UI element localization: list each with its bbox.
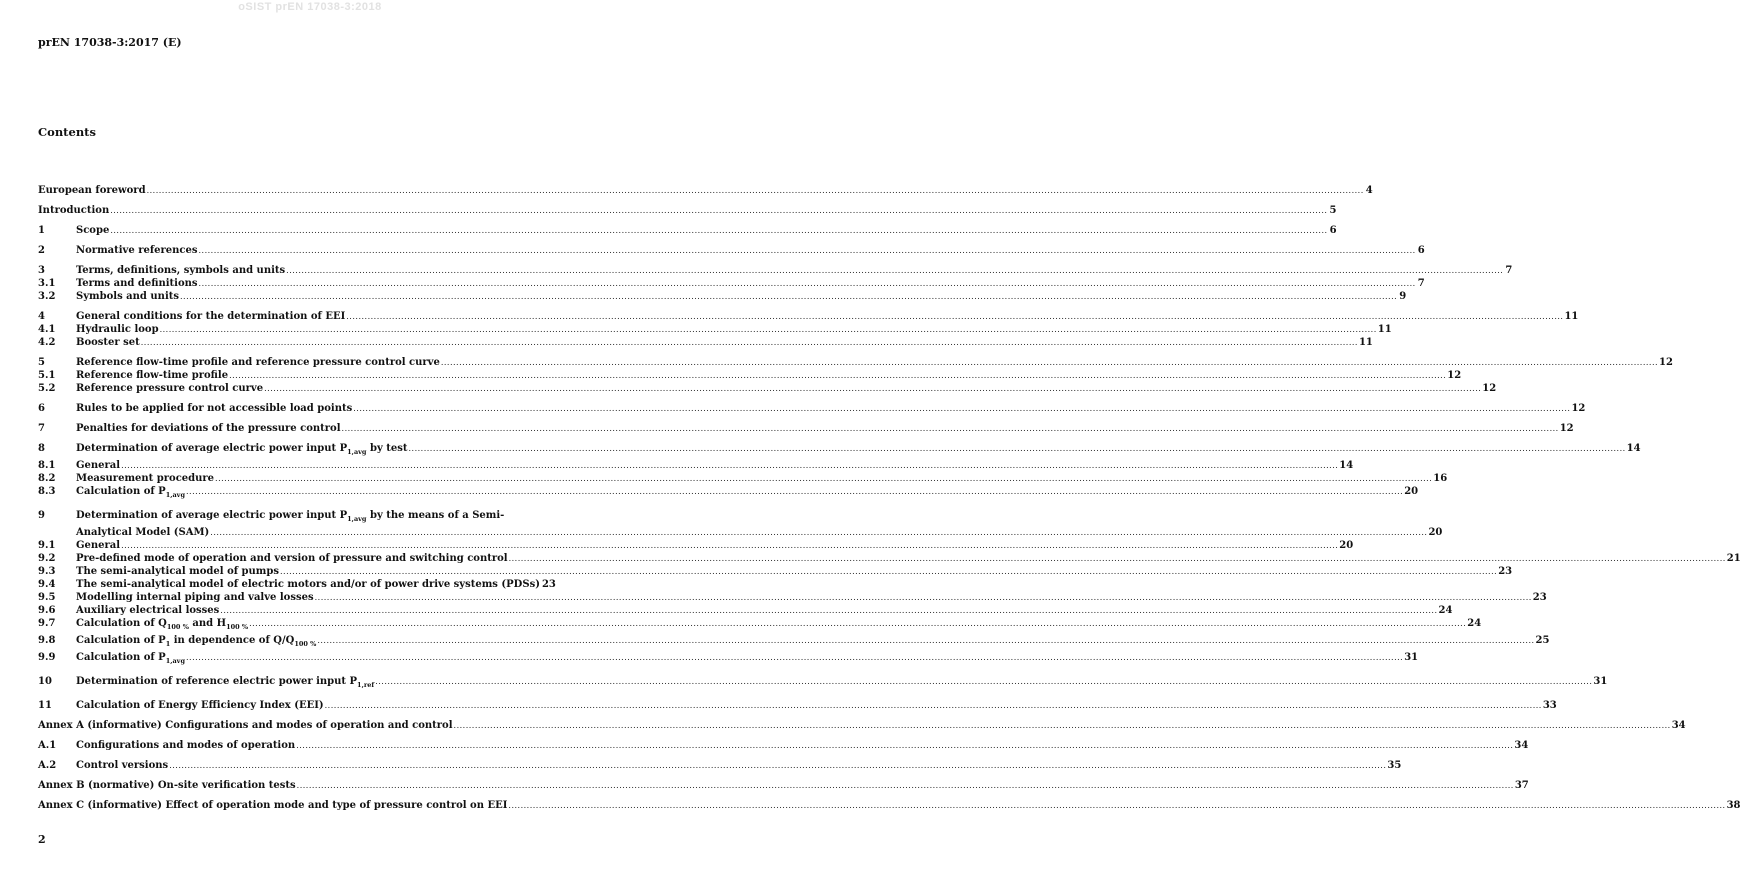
toc-entry-title: The semi-analytical model of pumps [76, 566, 279, 577]
toc-entry-page: 14 [1626, 443, 1641, 454]
toc-entry[interactable] [38, 719, 1686, 732]
toc-entry-number: 9.3 [38, 566, 56, 577]
contents-heading: Contents [38, 125, 96, 139]
dot-leader: ................................................................................................................................................................................................................................................................................................................................................................................................................ [296, 741, 1514, 750]
toc-entry[interactable] [38, 485, 1419, 502]
toc-entry-title: Reference flow-time profile and reference pressure control curve [76, 357, 440, 368]
toc-entry-title: General [76, 540, 121, 551]
toc-entry-number: 4.2 [38, 337, 56, 348]
toc-entry-page: 12 [1571, 403, 1586, 414]
dot-leader: ................................................................................................................................................................................................................................................................................................................................................................................................................ [375, 677, 1593, 686]
subscript: 100 % [294, 640, 317, 648]
toc-entry-title: Annex B (normative) On-site verification tests [38, 780, 296, 791]
dot-leader: ................................................................................................................................................................................................................................................................................................................................................................................................................ [198, 279, 1416, 288]
dot-leader: ................................................................................................................................................................................................................................................................................................................................................................................................................ [314, 593, 1532, 602]
toc-entry-line [38, 509, 546, 526]
watermark: oSIST prEN 17038-3:2018 [238, 1, 382, 13]
toc-entry-title: Hydraulic loop [76, 324, 159, 335]
toc-entry-page: 31 [1404, 652, 1419, 663]
toc-entry[interactable] [38, 604, 1453, 617]
toc-entry-page: 37 [1514, 780, 1529, 791]
toc-entry-number: 9.6 [38, 605, 56, 616]
toc-entry-page: 12 [1482, 383, 1497, 394]
toc-entry[interactable] [38, 184, 1373, 197]
toc-entry-title: Introduction [38, 205, 110, 216]
toc-entry[interactable] [38, 779, 1529, 792]
toc-entry-title: Calculation of Energy Efficiency Index (EEI) [76, 700, 324, 711]
toc-entry-line [38, 526, 1443, 539]
toc-entry-number: 4.1 [38, 324, 56, 335]
toc-entry[interactable] [38, 617, 1482, 634]
dot-leader: ................................................................................................................................................................................................................................................................................................................................................................................................................ [453, 721, 1671, 730]
toc-entry-page: 7 [1417, 278, 1425, 289]
toc-entry-title: Pre-defined mode of operation and version of pressure and switching control [76, 553, 508, 564]
toc-entry[interactable] [38, 552, 1741, 565]
toc-entry[interactable] [38, 459, 1354, 472]
dot-leader: ................................................................................................................................................................................................................................................................................................................................................................................................................ [408, 444, 1626, 453]
toc-entry[interactable] [38, 382, 1497, 395]
toc-entry-title: Rules to be applied for not accessible load points [76, 403, 353, 414]
toc-entry[interactable] [38, 356, 1673, 369]
toc-entry-page: 20 [1339, 540, 1354, 551]
dot-leader: ................................................................................................................................................................................................................................................................................................................................................................................................................ [159, 325, 1377, 334]
toc-entry-number: 9.2 [38, 553, 56, 564]
document-identifier: prEN 17038-3:2017 (E) [38, 36, 182, 49]
toc-entry-title: Calculation of $P_1$ in dependence of $Q/Q_{100 \%}$ [76, 635, 317, 648]
dot-leader: ................................................................................................................................................................................................................................................................................................................................................................................................................ [215, 474, 1433, 483]
toc-entry-number: 10 [38, 676, 52, 687]
toc-entry-number: 9.1 [38, 540, 56, 551]
dot-leader: ................................................................................................................................................................................................................................................................................................................................................................................................................ [169, 761, 1387, 770]
dot-leader: ................................................................................................................................................................................................................................................................................................................................................................................................................ [324, 701, 1542, 710]
subscript: 1,avg [165, 657, 186, 665]
toc-entry-page: 16 [1433, 473, 1448, 484]
dot-leader: ................................................................................................................................................................................................................................................................................................................................................................................................................ [140, 338, 1358, 347]
toc-entry-title: Determination of average electric power input $P_{1,avg}$ by test [76, 443, 408, 456]
subscript: 100 % [226, 623, 249, 631]
toc-entry-page: 12 [1559, 423, 1574, 434]
toc-entry-page: 38 [1726, 800, 1741, 811]
dot-leader: ................................................................................................................................................................................................................................................................................................................................................................................................................ [220, 606, 1438, 615]
toc-entry-page: 25 [1535, 635, 1550, 646]
toc-entry[interactable] [38, 369, 1462, 382]
toc-entry-title: Configurations and modes of operation [76, 740, 296, 751]
toc-entry-title: Terms, definitions, symbols and units [76, 265, 286, 276]
toc-entry-title: Determination of average electric power input $P_{1,avg}$ by the means of a Semi- [76, 510, 505, 523]
subscript: 1 [165, 640, 171, 648]
dot-leader: ................................................................................................................................................................................................................................................................................................................................................................................................................ [286, 266, 1504, 275]
table-of-contents [38, 184, 1741, 812]
toc-entry-number: 3.2 [38, 291, 56, 302]
toc-entry[interactable] [38, 591, 1547, 604]
dot-leader: ................................................................................................................................................................................................................................................................................................................................................................................................................ [353, 404, 1571, 413]
toc-entry-page: 21 [1726, 553, 1741, 564]
dot-leader: ................................................................................................................................................................................................................................................................................................................................................................................................................ [198, 246, 1416, 255]
dot-leader: ................................................................................................................................................................................................................................................................................................................................................................................................................ [186, 653, 1404, 662]
toc-entry[interactable] [38, 651, 1419, 668]
toc-entry[interactable] [38, 264, 1513, 277]
toc-entry-number: 9 [38, 510, 45, 521]
toc-entry[interactable] [38, 310, 1579, 323]
toc-entry[interactable] [38, 277, 1425, 290]
dot-leader: ................................................................................................................................................................................................................................................................................................................................................................................................................ [210, 528, 1428, 537]
toc-entry-number: 6 [38, 403, 45, 414]
toc-entry-page: 6 [1417, 245, 1425, 256]
toc-entry[interactable] [38, 739, 1529, 752]
toc-entry[interactable] [38, 634, 1550, 651]
toc-entry-number: 4 [38, 311, 45, 322]
toc-entry-page: 34 [1671, 720, 1686, 731]
toc-entry-number: A.1 [38, 740, 57, 751]
dot-leader: ................................................................................................................................................................................................................................................................................................................................................................................................................ [180, 292, 1398, 301]
toc-entry-title: European foreword [38, 185, 146, 196]
toc-entry-number: 9.8 [38, 635, 56, 646]
toc-entry-page: 9 [1399, 291, 1407, 302]
dot-leader: ................................................................................................................................................................................................................................................................................................................................................................................................................ [229, 371, 1447, 380]
toc-entry-title: Annex C (informative) Effect of operation mode and type of pressure control on EEI [38, 800, 508, 811]
toc-entry[interactable] [38, 699, 1557, 712]
toc-entry-number: 1 [38, 225, 45, 236]
toc-entry[interactable] [38, 675, 1608, 692]
toc-entry-page: 4 [1365, 185, 1373, 196]
dot-leader: ................................................................................................................................................................................................................................................................................................................................................................................................................ [317, 636, 1535, 645]
toc-entry-title: Calculation of $P_{1,avg}$ [76, 486, 186, 499]
toc-entry[interactable] [38, 402, 1586, 415]
toc-entry-title: Symbols and units [76, 291, 179, 302]
toc-entry-title: Terms and definitions [76, 278, 198, 289]
toc-entry-page: 34 [1514, 740, 1529, 751]
toc-entry-title: Calculation of $Q_{100 \%}$ and $H_{100 \%}$ [76, 618, 249, 631]
dot-leader: ................................................................................................................................................................................................................................................................................................................................................................................................................ [110, 226, 1328, 235]
toc-entry-title: Calculation of $P_{1,avg}$ [76, 652, 186, 665]
toc-entry[interactable] [38, 578, 556, 591]
toc-entry-number: 5 [38, 357, 45, 368]
dot-leader: ................................................................................................................................................................................................................................................................................................................................................................................................................ [508, 554, 1726, 563]
toc-entry[interactable] [38, 323, 1392, 336]
toc-entry-title: General [76, 460, 121, 471]
toc-entry-title: Reference flow-time profile [76, 370, 229, 381]
toc-entry-page: 24 [1438, 605, 1453, 616]
toc-entry-page: 11 [1377, 324, 1392, 335]
toc-entry-page: 12 [1659, 357, 1673, 368]
toc-entry-number: 7 [38, 423, 45, 434]
toc-entry[interactable] [38, 509, 1443, 539]
dot-leader: ................................................................................................................................................................................................................................................................................................................................................................................................................ [280, 567, 1498, 576]
toc-entry[interactable] [38, 759, 1402, 772]
toc-entry-title: Auxiliary electrical losses [76, 605, 220, 616]
toc-entry-page: 5 [1329, 205, 1337, 216]
toc-entry-number: 8 [38, 443, 45, 454]
toc-entry-title: Scope [76, 225, 110, 236]
toc-entry-page: 33 [1542, 700, 1557, 711]
toc-entry-title-continued: Analytical Model (SAM) [76, 527, 210, 538]
dot-leader: ................................................................................................................................................................................................................................................................................................................................................................................................................ [186, 487, 1404, 496]
dot-leader: ................................................................................................................................................................................................................................................................................................................................................................................................................ [121, 541, 1339, 550]
toc-entry-page: 12 [1447, 370, 1462, 381]
toc-entry-page: 20 [1428, 527, 1443, 538]
toc-entry-title: Penalties for deviations of the pressure control [76, 423, 341, 434]
toc-entry-number: 3.1 [38, 278, 56, 289]
subscript: 1,avg [347, 448, 367, 456]
toc-entry-title: Reference pressure control curve [76, 383, 264, 394]
toc-entry-page: 24 [1467, 618, 1482, 629]
dot-leader: ................................................................................................................................................................................................................................................................................................................................................................................................................ [508, 801, 1726, 810]
toc-entry-page: 35 [1387, 760, 1402, 771]
toc-entry-page: 23 [541, 579, 556, 590]
toc-entry[interactable] [38, 799, 1741, 812]
toc-entry-page: 7 [1505, 265, 1513, 276]
toc-entry-number: 9.7 [38, 618, 56, 629]
toc-entry-title: Booster set [76, 337, 140, 348]
toc-entry-title: Measurement procedure [76, 473, 215, 484]
toc-entry-page: 23 [1498, 566, 1513, 577]
toc-entry-title: Control versions [76, 760, 169, 771]
page-number: 2 [38, 833, 46, 846]
dot-leader: ................................................................................................................................................................................................................................................................................................................................................................................................................ [146, 186, 1364, 195]
dot-leader: ................................................................................................................................................................................................................................................................................................................................................................................................................ [110, 206, 1328, 215]
dot-leader: ................................................................................................................................................................................................................................................................................................................................................................................................................ [341, 424, 1559, 433]
toc-entry-number: 2 [38, 245, 45, 256]
toc-entry-title: Annex A (informative) Configurations and modes of operation and control [38, 720, 453, 731]
toc-entry[interactable] [38, 244, 1425, 257]
subscript: 1,avg [165, 491, 186, 499]
toc-entry[interactable] [38, 442, 1641, 459]
toc-entry[interactable] [38, 539, 1354, 552]
subscript: 1,ref [357, 681, 375, 689]
toc-entry-number: 3 [38, 265, 45, 276]
toc-entry-page: 23 [1532, 592, 1547, 603]
dot-leader: ................................................................................................................................................................................................................................................................................................................................................................................................................ [121, 461, 1339, 470]
subscript: 100 % [166, 623, 189, 631]
toc-entry[interactable] [38, 204, 1337, 217]
toc-entry-number: 8.1 [38, 460, 56, 471]
toc-entry-number: 9.5 [38, 592, 56, 603]
toc-entry-number: 5.1 [38, 370, 56, 381]
toc-entry[interactable] [38, 290, 1407, 303]
toc-entry-number: 9.4 [38, 579, 56, 590]
toc-entry-title: Normative references [76, 245, 198, 256]
dot-leader: ................................................................................................................................................................................................................................................................................................................................................................................................................ [440, 358, 1659, 367]
toc-entry-title: The semi-analytical model of electric motors and/or of power drive systems (PDSs) [76, 579, 540, 590]
toc-entry-page: 11 [1564, 311, 1579, 322]
toc-entry-title: Determination of reference electric power input $P_{1,ref}$ [76, 676, 375, 689]
toc-entry[interactable] [38, 224, 1337, 237]
toc-entry-page: 20 [1404, 486, 1419, 497]
toc-entry-number: 9.9 [38, 652, 56, 663]
toc-entry-number: 11 [38, 700, 52, 711]
toc-entry-title: General conditions for the determination of EEI [76, 311, 346, 322]
subscript: 1,avg [347, 515, 367, 523]
toc-entry-number: A.2 [38, 760, 57, 771]
dot-leader: ................................................................................................................................................................................................................................................................................................................................................................................................................ [249, 619, 1467, 628]
dot-leader: ................................................................................................................................................................................................................................................................................................................................................................................................................ [264, 384, 1482, 393]
dot-leader: ................................................................................................................................................................................................................................................................................................................................................................................................................ [296, 781, 1514, 790]
toc-entry-number: 5.2 [38, 383, 56, 394]
toc-entry-page: 6 [1329, 225, 1337, 236]
toc-entry[interactable] [38, 336, 1373, 349]
toc-entry-number: 8.2 [38, 473, 56, 484]
toc-entry-title: Modelling internal piping and valve losses [76, 592, 314, 603]
toc-entry-page: 11 [1358, 337, 1373, 348]
toc-entry[interactable] [38, 565, 1513, 578]
toc-entry[interactable] [38, 422, 1574, 435]
toc-entry-page: 31 [1593, 676, 1608, 687]
dot-leader: ................................................................................................................................................................................................................................................................................................................................................................................................................ [346, 312, 1564, 321]
toc-entry-page: 14 [1339, 460, 1354, 471]
toc-entry-number: 8.3 [38, 486, 56, 497]
toc-entry[interactable] [38, 472, 1448, 485]
